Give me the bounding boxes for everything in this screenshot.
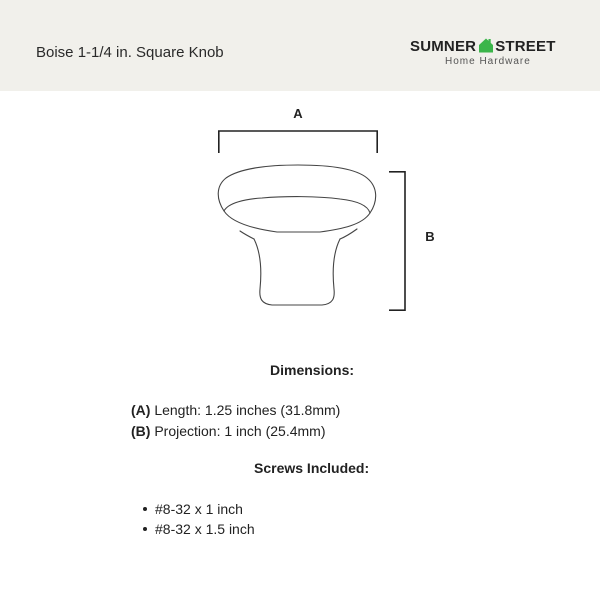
screws-heading: Screws Included: xyxy=(254,460,370,476)
knob-dimension-drawing xyxy=(0,91,600,331)
dimension-a-bracket xyxy=(218,131,378,153)
dimension-a-key: (A) xyxy=(131,402,151,418)
brand-logo xyxy=(410,37,575,71)
dimension-a-spec xyxy=(131,402,340,418)
screw-list-item xyxy=(143,521,255,537)
brand-name-left: SUMNER xyxy=(410,38,477,55)
product-title: Boise 1-1/4 in. Square Knob xyxy=(36,44,224,61)
brand-name-right: STREET xyxy=(495,38,556,55)
house-icon xyxy=(478,37,494,53)
bullet-icon xyxy=(143,527,147,531)
dimension-b-bracket xyxy=(389,171,405,311)
bullet-icon xyxy=(143,507,147,511)
screw-size-2: #8-32 x 1.5 inch xyxy=(155,521,255,537)
dimension-a-label: A xyxy=(293,106,303,121)
dimension-b-key: (B) xyxy=(131,423,151,439)
dimension-b-text: Projection: 1 inch (25.4mm) xyxy=(154,423,326,439)
dimension-a-text: Length: 1.25 inches (31.8mm) xyxy=(154,402,341,418)
dimension-b-label: B xyxy=(425,229,435,244)
knob-outline xyxy=(218,165,375,305)
screw-size-1: #8-32 x 1 inch xyxy=(155,501,243,517)
dimensions-heading: Dimensions: xyxy=(270,362,355,378)
header-bar xyxy=(0,0,600,91)
brand-name xyxy=(410,37,556,56)
brand-tagline: Home Hardware xyxy=(445,56,531,67)
dimension-b-spec xyxy=(131,423,326,439)
screw-list-item xyxy=(143,501,243,517)
